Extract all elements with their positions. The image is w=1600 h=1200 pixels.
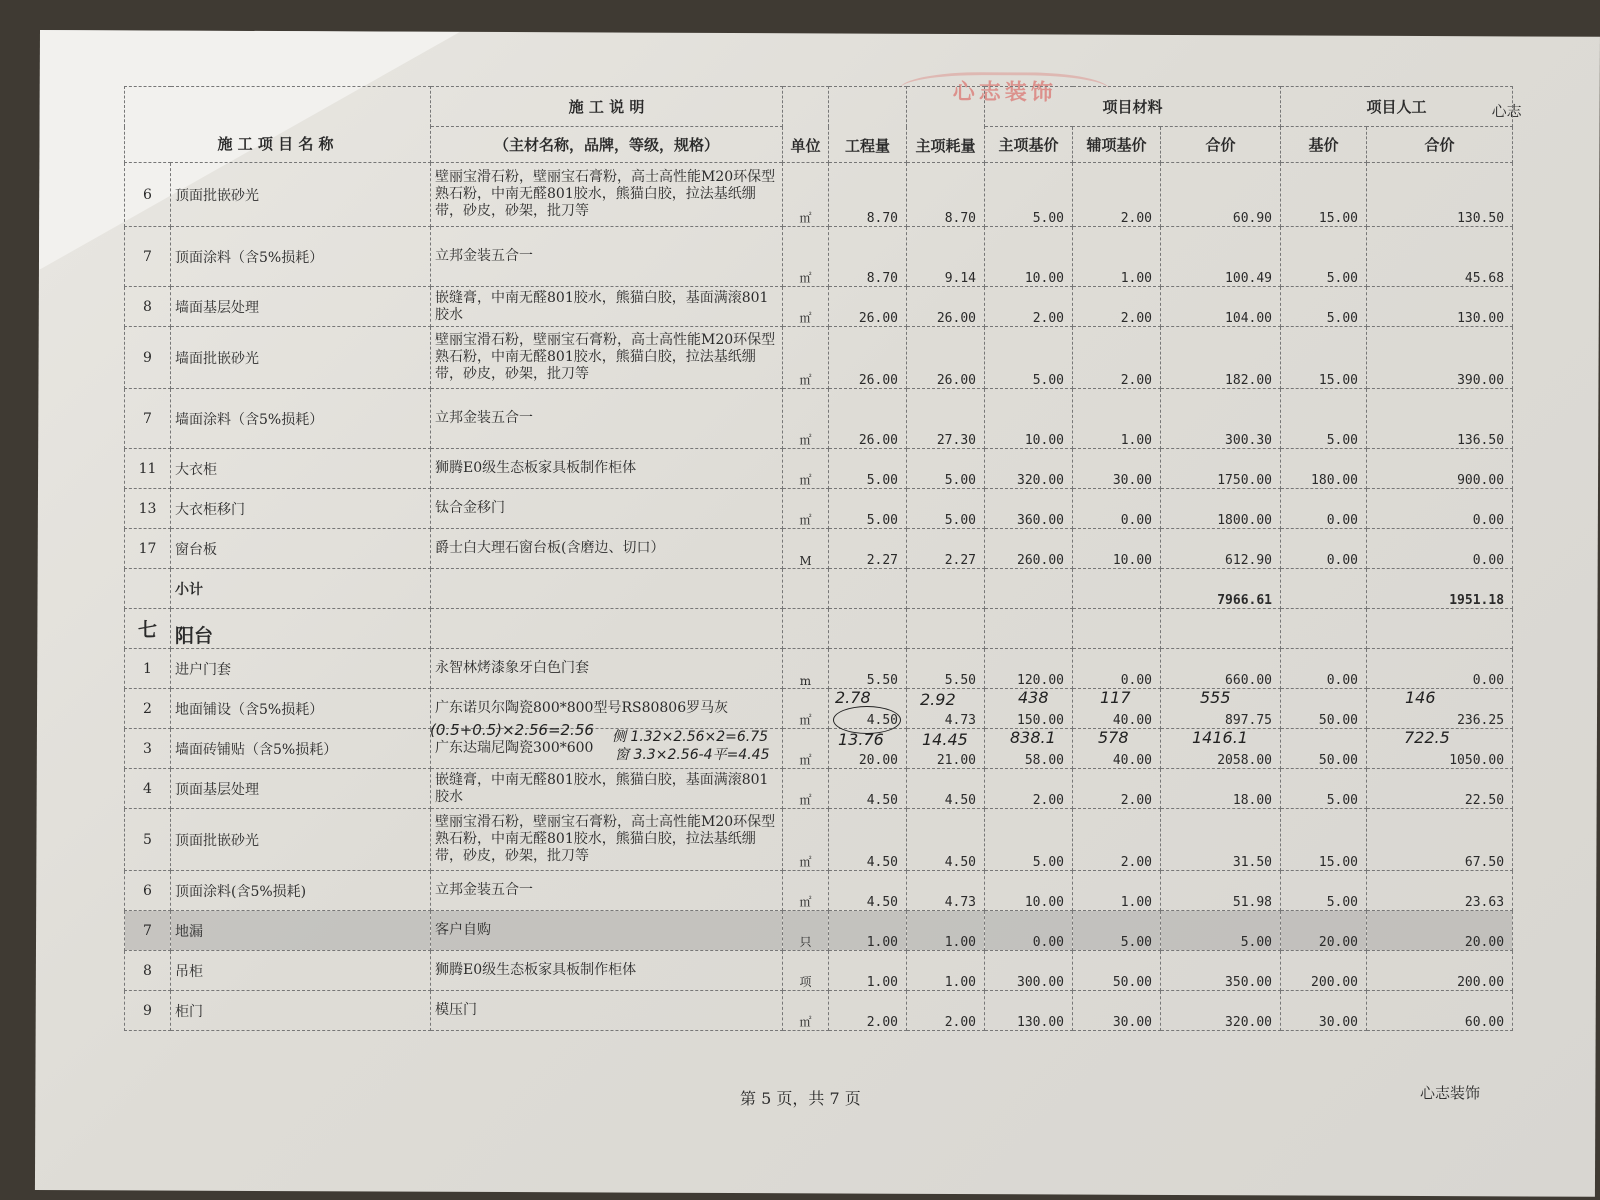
row-number: 9 xyxy=(125,991,171,1031)
row-labor-price: 180.00 xyxy=(1281,449,1367,489)
row-main-price: 5.00 xyxy=(985,163,1073,227)
row-unit: ㎡ xyxy=(783,689,829,729)
row-unit: ㎡ xyxy=(783,809,829,871)
row-labor-total: 136.50 xyxy=(1367,389,1513,449)
quotation-table xyxy=(124,86,1513,1031)
row-aux-price: 50.00 xyxy=(1073,951,1161,991)
row-unit: ㎡ xyxy=(783,729,829,769)
stamp-text: 心志装饰 xyxy=(952,78,1057,106)
row-aux-price: 2.00 xyxy=(1073,287,1161,327)
handwriting-r3-aux: 578 xyxy=(1098,728,1129,747)
header-aux-price: 辅项基价 xyxy=(1073,127,1161,163)
row-labor-price: 0.00 xyxy=(1281,529,1367,569)
handwriting-r2-formula: (0.5+0.5)×2.56=2.56 xyxy=(430,721,594,739)
row-qty: 4.50 xyxy=(829,871,907,911)
row-desc: 模压门 xyxy=(431,991,783,1031)
row-desc: 立邦金装五合一 xyxy=(431,389,783,449)
row-qty: 1.00 xyxy=(829,911,907,951)
row-main-price: 320.00 xyxy=(985,449,1073,489)
row-name: 窗台板 xyxy=(171,529,431,569)
row-desc: 嵌缝膏，中南无醛801胶水，熊猫白胶，基面满滚801胶水 xyxy=(431,769,783,809)
row-mat-total: 51.98 xyxy=(1161,871,1281,911)
row-mat-total: 182.00 xyxy=(1161,327,1281,389)
row-desc: 钛合金移门 xyxy=(431,489,783,529)
table-row xyxy=(125,911,1513,951)
table-row xyxy=(125,529,1513,569)
handwriting-r2-consume: 2.92 xyxy=(920,690,956,709)
row-number: 3 xyxy=(125,729,171,769)
row-labor-total: 22.50 xyxy=(1367,769,1513,809)
table-row xyxy=(125,769,1513,809)
row-main-price: 300.00 xyxy=(985,951,1073,991)
row-consume: 9.14 xyxy=(907,227,985,287)
row-labor-total: 0.00 xyxy=(1367,529,1513,569)
row-mat-total: 5.00 xyxy=(1161,911,1281,951)
row-name: 柜门 xyxy=(171,991,431,1031)
table-row xyxy=(125,951,1513,991)
row-qty: 2.00 xyxy=(829,991,907,1031)
row-unit: ㎡ xyxy=(783,389,829,449)
row-labor-price: 5.00 xyxy=(1281,389,1367,449)
row-aux-price: 5.00 xyxy=(1073,911,1161,951)
row-labor-price: 5.00 xyxy=(1281,227,1367,287)
row-unit: ㎡ xyxy=(783,489,829,529)
row-qty: 8.70 xyxy=(829,163,907,227)
row-name: 顶面涂料(含5%损耗) xyxy=(171,871,431,911)
row-desc: 客户自购 xyxy=(431,911,783,951)
row-aux-price: 2.00 xyxy=(1073,809,1161,871)
subtotal-label: 小计 xyxy=(171,569,431,609)
row-number: 7 xyxy=(125,227,171,287)
handwriting-r2-mat: 555 xyxy=(1200,688,1231,707)
row-aux-price: 2.00 xyxy=(1073,327,1161,389)
row-labor-price: 15.00 xyxy=(1281,809,1367,871)
row-labor-total: 45.68 xyxy=(1367,227,1513,287)
row-qty: 8.70 xyxy=(829,227,907,287)
row-desc: 广东达瑞尼陶瓷300*600 xyxy=(431,729,783,769)
row-aux-price: 2.00 xyxy=(1073,769,1161,809)
row-desc: 壁丽宝滑石粉，壁丽宝石膏粉，高士高性能M20环保型熟石粉，中南无醛801胶水，熊猫白胶，拉法基纸绷带，砂皮，砂架，批刀等 xyxy=(431,809,783,871)
row-qty: 1.00 xyxy=(829,951,907,991)
row-number: 7 xyxy=(125,911,171,951)
row-labor-price: 15.00 xyxy=(1281,327,1367,389)
row-labor-price: 50.00 xyxy=(1281,729,1367,769)
row-unit: ㎡ xyxy=(783,327,829,389)
row-main-price: 150.00 xyxy=(985,689,1073,729)
row-labor-total: 23.63 xyxy=(1367,871,1513,911)
row-labor-price: 200.00 xyxy=(1281,951,1367,991)
row-labor-price: 5.00 xyxy=(1281,769,1367,809)
row-name: 吊柜 xyxy=(171,951,431,991)
row-number: 8 xyxy=(125,951,171,991)
row-labor-price: 0.00 xyxy=(1281,489,1367,529)
row-main-price: 0.00 xyxy=(985,911,1073,951)
row-unit: ㎡ xyxy=(783,871,829,911)
table-row xyxy=(125,729,1513,769)
row-mat-total: 300.30 xyxy=(1161,389,1281,449)
row-mat-total: 612.90 xyxy=(1161,529,1281,569)
row-labor-total: 20.00 xyxy=(1367,911,1513,951)
table-row xyxy=(125,991,1513,1031)
row-mat-total: 320.00 xyxy=(1161,991,1281,1031)
table-row xyxy=(125,689,1513,729)
row-main-price: 10.00 xyxy=(985,227,1073,287)
row-name: 顶面批嵌砂光 xyxy=(171,809,431,871)
row-name: 大衣柜移门 xyxy=(171,489,431,529)
header-main-price: 主项基价 xyxy=(985,127,1073,163)
row-qty: 4.50 xyxy=(829,769,907,809)
row-qty: 4.50 xyxy=(829,689,907,729)
row-consume: 4.73 xyxy=(907,689,985,729)
row-consume: 2.00 xyxy=(907,991,985,1031)
row-unit: ㎡ xyxy=(783,227,829,287)
row-qty: 2.27 xyxy=(829,529,907,569)
row-desc: 爵士白大理石窗台板(含磨边、切口） xyxy=(431,529,783,569)
row-mat-total: 18.00 xyxy=(1161,769,1281,809)
row-consume: 4.50 xyxy=(907,809,985,871)
handwriting-r3-qty: 13.76 xyxy=(838,730,884,749)
brand-top: 心志 xyxy=(1491,102,1522,121)
header-unit: 单位 xyxy=(783,87,829,163)
row-labor-total: 0.00 xyxy=(1367,489,1513,529)
row-name: 进户门套 xyxy=(171,649,431,689)
row-number: 13 xyxy=(125,489,171,529)
row-labor-total: 0.00 xyxy=(1367,649,1513,689)
handwriting-r3-lt: 722.5 xyxy=(1404,728,1450,747)
header-desc-sub: （主材名称，品牌，等级，规格） xyxy=(431,127,783,163)
section-row xyxy=(125,609,1513,649)
row-aux-price: 0.00 xyxy=(1073,649,1161,689)
row-main-price: 5.00 xyxy=(985,327,1073,389)
table-body-a xyxy=(125,163,1513,569)
row-consume: 1.00 xyxy=(907,951,985,991)
row-labor-total: 130.00 xyxy=(1367,287,1513,327)
row-mat-total: 350.00 xyxy=(1161,951,1281,991)
row-aux-price: 40.00 xyxy=(1073,689,1161,729)
row-labor-price: 50.00 xyxy=(1281,689,1367,729)
row-labor-total: 390.00 xyxy=(1367,327,1513,389)
row-qty: 5.00 xyxy=(829,489,907,529)
row-mat-total: 660.00 xyxy=(1161,649,1281,689)
table-row xyxy=(125,871,1513,911)
row-qty: 5.00 xyxy=(829,449,907,489)
row-unit: ㎡ xyxy=(783,769,829,809)
row-consume: 2.27 xyxy=(907,529,985,569)
row-labor-price: 5.00 xyxy=(1281,287,1367,327)
row-labor-price: 0.00 xyxy=(1281,649,1367,689)
row-number: 6 xyxy=(125,163,171,227)
row-number: 9 xyxy=(125,327,171,389)
handwriting-r3-formula1: 侧 1.32×2.56×2=6.75 xyxy=(612,729,769,745)
row-name: 地漏 xyxy=(171,911,431,951)
row-consume: 5.50 xyxy=(907,649,985,689)
row-number: 2 xyxy=(125,689,171,729)
row-number: 7 xyxy=(125,389,171,449)
table-row xyxy=(125,649,1513,689)
row-labor-total: 200.00 xyxy=(1367,951,1513,991)
subtotal-body xyxy=(125,569,1513,649)
row-main-price: 10.00 xyxy=(985,389,1073,449)
row-number: 6 xyxy=(125,871,171,911)
row-mat-total: 31.50 xyxy=(1161,809,1281,871)
handwriting-r3-formula2: 窗 3.3×2.56-4平=4.45 xyxy=(615,747,770,763)
row-main-price: 360.00 xyxy=(985,489,1073,529)
row-desc: 嵌缝膏，中南无醛801胶水，熊猫白胶，基面满滚801胶水 xyxy=(431,287,783,327)
row-name: 墙面批嵌砂光 xyxy=(171,327,431,389)
row-number: 5 xyxy=(125,809,171,871)
table-row xyxy=(125,489,1513,529)
row-aux-price: 0.00 xyxy=(1073,489,1161,529)
table-row xyxy=(125,163,1513,227)
row-unit: 只 xyxy=(783,911,829,951)
header-materials-group: 项目材料 xyxy=(985,87,1281,127)
row-aux-price: 10.00 xyxy=(1073,529,1161,569)
row-mat-total: 897.75 xyxy=(1161,689,1281,729)
row-name: 大衣柜 xyxy=(171,449,431,489)
row-number: 17 xyxy=(125,529,171,569)
row-unit: 项 xyxy=(783,951,829,991)
row-consume: 21.00 xyxy=(907,729,985,769)
row-number: 4 xyxy=(125,769,171,809)
subtotal-mat: 7966.61 xyxy=(1161,569,1281,609)
table-row xyxy=(125,327,1513,389)
row-mat-total: 104.00 xyxy=(1161,287,1281,327)
row-consume: 5.00 xyxy=(907,449,985,489)
row-mat-total: 1800.00 xyxy=(1161,489,1281,529)
row-labor-price: 5.00 xyxy=(1281,871,1367,911)
table-row xyxy=(125,809,1513,871)
row-consume: 4.73 xyxy=(907,871,985,911)
row-labor-price: 30.00 xyxy=(1281,991,1367,1031)
table-row xyxy=(125,287,1513,327)
row-desc: 立邦金装五合一 xyxy=(431,227,783,287)
row-labor-total: 60.00 xyxy=(1367,991,1513,1031)
row-main-price: 5.00 xyxy=(985,809,1073,871)
table-body-b xyxy=(125,649,1513,1031)
handwriting-r2-main: 438 xyxy=(1018,688,1049,707)
row-aux-price: 30.00 xyxy=(1073,449,1161,489)
row-main-price: 10.00 xyxy=(985,871,1073,911)
row-main-price: 2.00 xyxy=(985,287,1073,327)
row-qty: 26.00 xyxy=(829,287,907,327)
row-qty: 26.00 xyxy=(829,389,907,449)
row-consume: 1.00 xyxy=(907,911,985,951)
row-name: 顶面基层处理 xyxy=(171,769,431,809)
row-main-price: 130.00 xyxy=(985,991,1073,1031)
header-project-name: 施 工 项 目 名 称 xyxy=(125,87,431,163)
row-main-price: 120.00 xyxy=(985,649,1073,689)
table-row xyxy=(125,227,1513,287)
row-qty: 20.00 xyxy=(829,729,907,769)
header-consume: 主项耗量 xyxy=(907,87,985,163)
row-qty: 26.00 xyxy=(829,327,907,389)
row-name: 墙面涂料（含5%损耗） xyxy=(171,389,431,449)
row-name: 顶面批嵌砂光 xyxy=(171,163,431,227)
row-number: 8 xyxy=(125,287,171,327)
subtotal-labor: 1951.18 xyxy=(1367,569,1513,609)
row-aux-price: 40.00 xyxy=(1073,729,1161,769)
handwriting-r3-consume: 14.45 xyxy=(922,730,968,749)
row-desc: 立邦金装五合一 xyxy=(431,871,783,911)
row-labor-total: 1050.00 xyxy=(1367,729,1513,769)
row-aux-price: 1.00 xyxy=(1073,871,1161,911)
row-consume: 26.00 xyxy=(907,327,985,389)
row-consume: 26.00 xyxy=(907,287,985,327)
row-qty: 5.50 xyxy=(829,649,907,689)
section-name: 阳台 xyxy=(171,609,431,649)
handwriting-r3-main: 838.1 xyxy=(1010,728,1056,747)
header-desc-title: 施 工 说 明 xyxy=(431,87,783,127)
table-row xyxy=(125,449,1513,489)
header-qty: 工程量 xyxy=(829,87,907,163)
header-mat-total: 合价 xyxy=(1161,127,1281,163)
table-row xyxy=(125,389,1513,449)
header-labor-price: 基价 xyxy=(1281,127,1367,163)
row-aux-price: 30.00 xyxy=(1073,991,1161,1031)
row-labor-total: 900.00 xyxy=(1367,449,1513,489)
row-aux-price: 1.00 xyxy=(1073,227,1161,287)
row-labor-total: 67.50 xyxy=(1367,809,1513,871)
subtotal-row xyxy=(125,569,1513,609)
row-mat-total: 1750.00 xyxy=(1161,449,1281,489)
row-main-price: 260.00 xyxy=(985,529,1073,569)
handwriting-r2-lt: 146 xyxy=(1405,688,1436,707)
row-unit: m xyxy=(783,649,829,689)
row-mat-total: 100.49 xyxy=(1161,227,1281,287)
row-number: 1 xyxy=(125,649,171,689)
section-number: 七 xyxy=(125,609,171,649)
row-mat-total: 2058.00 xyxy=(1161,729,1281,769)
row-name: 地面铺设（含5%损耗） xyxy=(171,689,431,729)
row-mat-total: 60.90 xyxy=(1161,163,1281,227)
handwriting-r2-qty: 2.78 xyxy=(835,688,871,707)
row-labor-total: 236.25 xyxy=(1367,689,1513,729)
row-desc: 壁丽宝滑石粉，壁丽宝石膏粉，高士高性能M20环保型熟石粉，中南无醛801胶水，熊猫白胶，拉法基纸绷带，砂皮，砂架，批刀等 xyxy=(431,163,783,227)
header-labor-total: 合价 xyxy=(1367,127,1513,163)
row-desc: 广东诺贝尔陶瓷800*800型号RS80806罗马灰 xyxy=(431,689,783,729)
row-unit: M xyxy=(783,529,829,569)
row-number: 11 xyxy=(125,449,171,489)
row-name: 墙面砖铺贴（含5%损耗） xyxy=(171,729,431,769)
row-qty: 4.50 xyxy=(829,809,907,871)
subtotal-idx xyxy=(125,569,171,609)
handwriting-r3-mat: 1416.1 xyxy=(1192,728,1248,747)
row-name: 顶面涂料（含5%损耗） xyxy=(171,227,431,287)
row-desc: 狮腾E0级生态板家具板制作柜体 xyxy=(431,449,783,489)
row-unit: ㎡ xyxy=(783,991,829,1031)
row-labor-price: 15.00 xyxy=(1281,163,1367,227)
row-desc: 狮腾E0级生态板家具板制作柜体 xyxy=(431,951,783,991)
row-unit: ㎡ xyxy=(783,287,829,327)
footer-brand: 心志装饰 xyxy=(1420,1084,1481,1102)
row-unit: ㎡ xyxy=(783,163,829,227)
row-aux-price: 1.00 xyxy=(1073,389,1161,449)
row-consume: 8.70 xyxy=(907,163,985,227)
row-desc: 壁丽宝滑石粉，壁丽宝石膏粉，高士高性能M20环保型熟石粉，中南无醛801胶水，熊猫白胶，拉法基纸绷带，砂皮，砂架，批刀等 xyxy=(431,327,783,389)
header-labor-group: 项目人工 xyxy=(1281,87,1513,127)
row-name: 墙面基层处理 xyxy=(171,287,431,327)
page-number: 第 5 页，共 7 页 xyxy=(740,1089,861,1108)
row-consume: 4.50 xyxy=(907,769,985,809)
row-unit: ㎡ xyxy=(783,449,829,489)
row-aux-price: 2.00 xyxy=(1073,163,1161,227)
row-labor-total: 130.50 xyxy=(1367,163,1513,227)
row-desc: 永智林烤漆象牙白色门套 xyxy=(431,649,783,689)
row-consume: 5.00 xyxy=(907,489,985,529)
handwriting-r2-aux: 117 xyxy=(1100,688,1131,707)
row-labor-price: 20.00 xyxy=(1281,911,1367,951)
row-consume: 27.30 xyxy=(907,389,985,449)
row-main-price: 2.00 xyxy=(985,769,1073,809)
row-main-price: 58.00 xyxy=(985,729,1073,769)
